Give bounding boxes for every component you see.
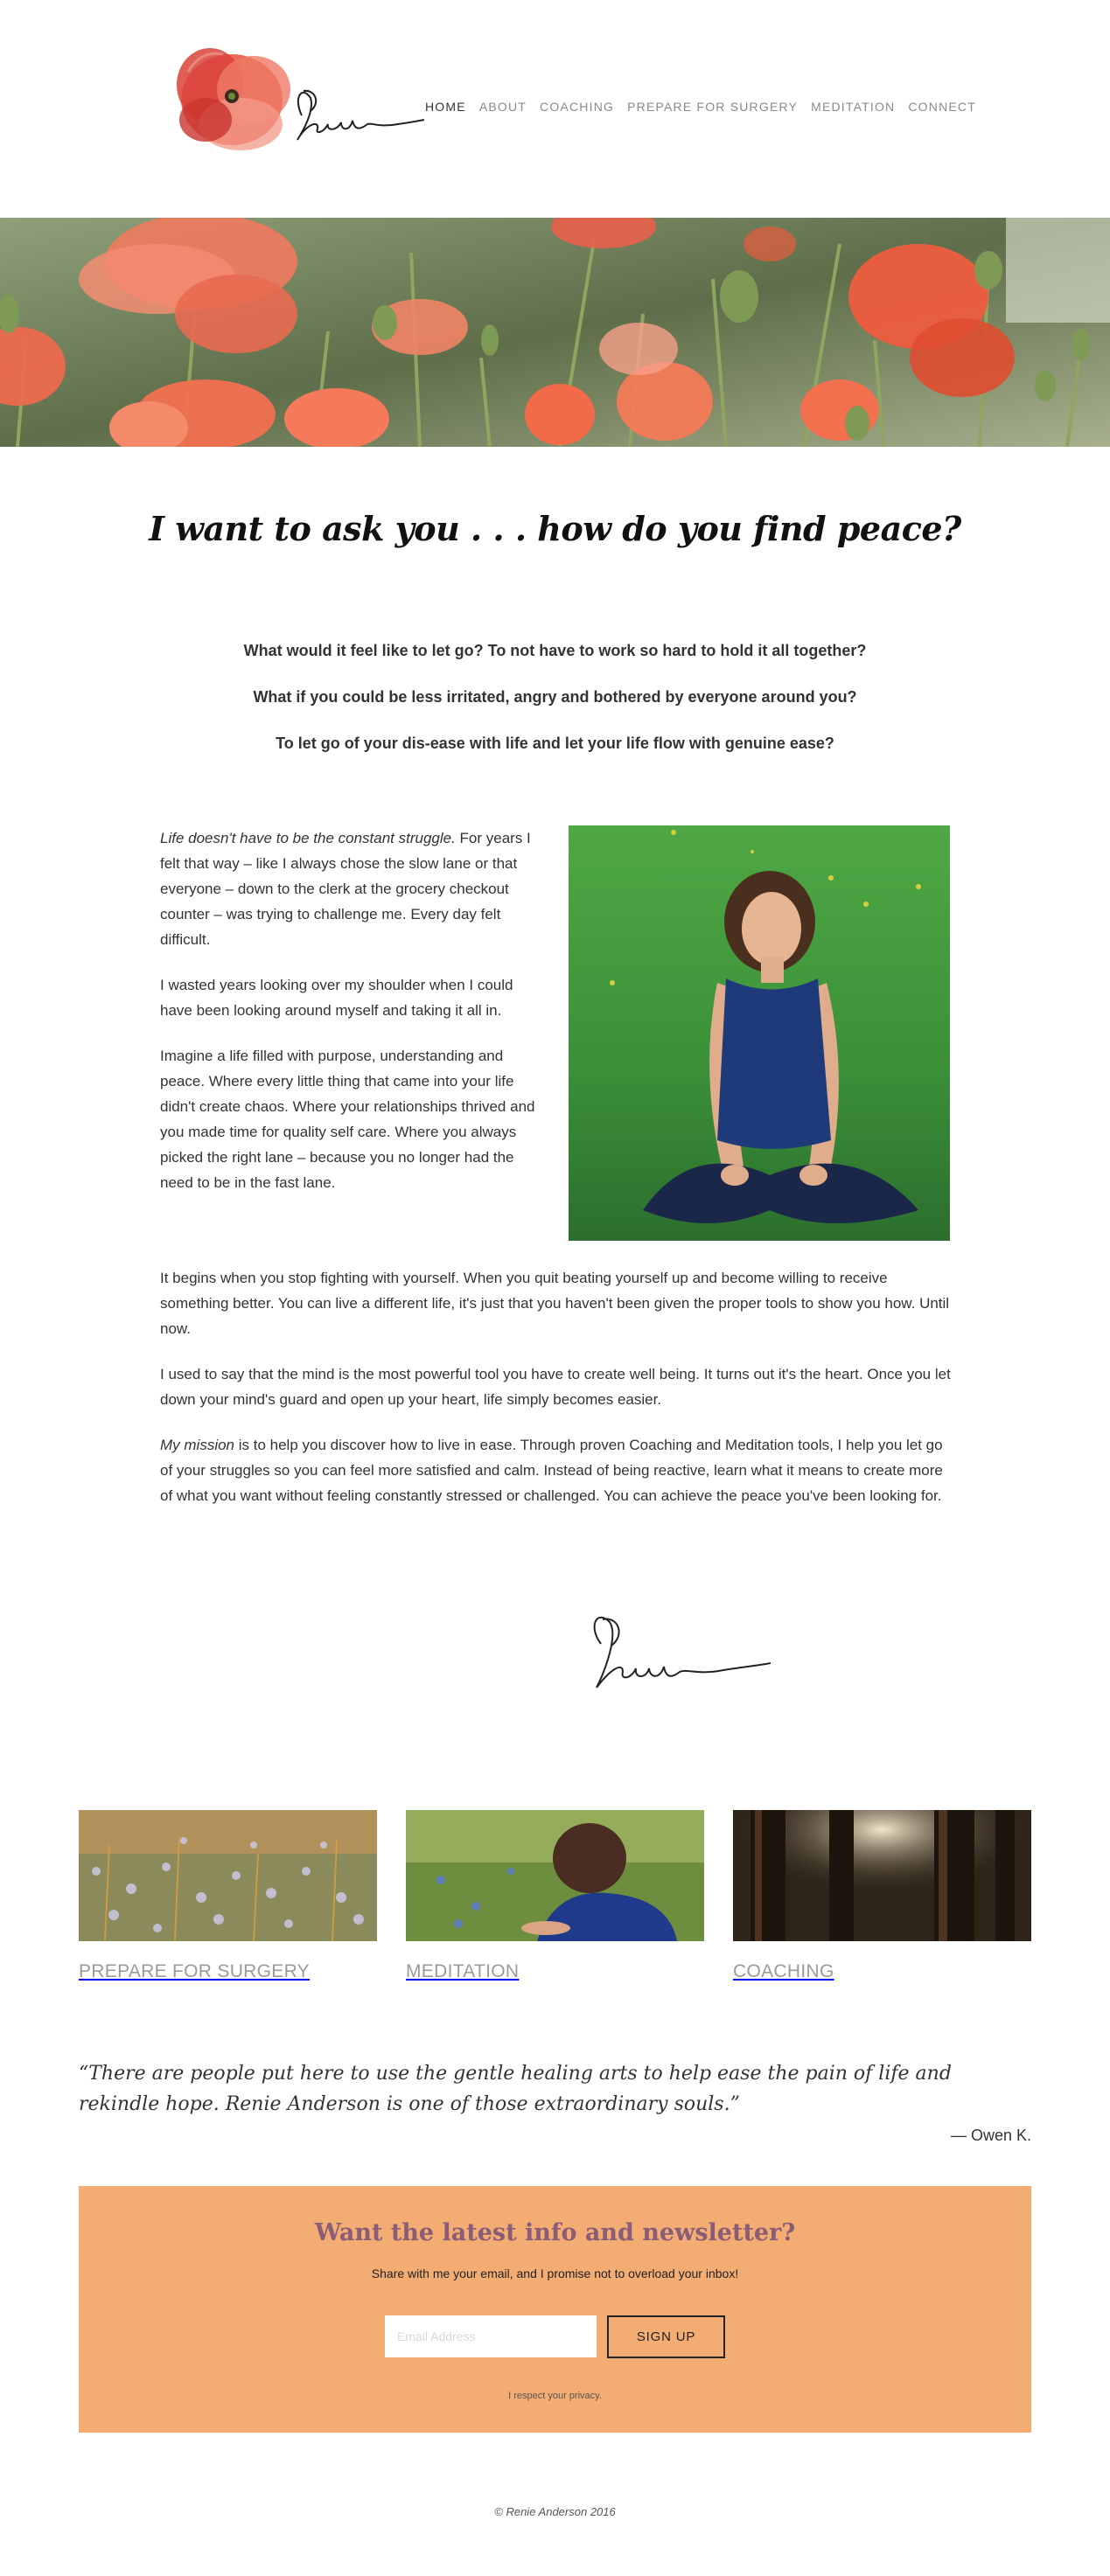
nav-meditation[interactable]: MEDITATION <box>811 100 896 114</box>
page-headline: I want to ask you . . . how do you find peace? <box>149 509 961 548</box>
poppy-flower-icon <box>177 48 290 150</box>
privacy-note: I respect your privacy. <box>508 2391 602 2401</box>
wildflower-field-image <box>79 1810 377 1941</box>
site-header <box>0 0 1110 219</box>
tile-prepare-for-surgery[interactable] <box>79 1810 377 1982</box>
tile-label-prepare-for-surgery[interactable]: PREPARE FOR SURGERY <box>79 1961 310 1981</box>
newsletter-title: Want the latest info and newsletter? <box>314 2219 796 2246</box>
tile-coaching[interactable] <box>733 1810 1031 1982</box>
tile-label-coaching[interactable]: COACHING <box>733 1961 834 1981</box>
intro-questions <box>157 641 953 780</box>
body-paragraph-5: I used to say that the mind is the most powerful tool you have to create well being. It turns out it's the heart. Once you let down your mind's guard and open up your heart, life simply becomes easier. <box>160 1366 951 1408</box>
tile-label-meditation[interactable]: MEDITATION <box>406 1961 520 1981</box>
feature-tiles <box>79 1810 1031 1994</box>
body-text-1: For years I felt that way – like I always chose the slow lane or that everyone – down to the clerk at the grocery checkout counter – was trying to challenge me. Every day felt difficult. <box>160 830 531 948</box>
body-paragraph-1 <box>160 825 542 952</box>
body-emphasis-1: Life doesn't have to be the constant struggle. <box>160 830 456 846</box>
signature-image <box>583 1609 771 1696</box>
intro-column <box>160 825 542 1215</box>
mission-section <box>160 1265 951 1528</box>
body-paragraph-2: I wasted years looking over my shoulder when I could have been looking around myself and taking it all in. <box>160 977 513 1019</box>
body-emphasis-6: My mission <box>160 1437 235 1453</box>
body-text-6: is to help you discover how to live in ease. Through proven Coaching and Meditation tools, I help you let go of your struggles so you can feel more satisfied and calm. Instead of being reactive, learn what it means to create more of what you want without feeling constantly stressed or challenged. You can achieve the peace you've been looking for. <box>160 1437 943 1504</box>
question-2: What if you could be less irritated, angry and bothered by everyone around you? <box>253 688 857 706</box>
body-paragraph-6 <box>160 1432 951 1508</box>
email-field[interactable] <box>385 2315 597 2357</box>
newsletter-subtitle: Share with me your email, and I promise not to overload your inbox! <box>371 2266 739 2280</box>
woman-in-garden-image <box>406 1810 704 1941</box>
poppy-field-banner <box>0 218 1110 447</box>
question-3: To let go of your dis-ease with life and let your life flow with genuine ease? <box>276 735 834 752</box>
body-paragraph-4: It begins when you stop fighting with yourself. When you quit beating yourself up and become willing to receive something better. You can live a different life, it's just that you haven't been given the proper tools to show you how. Until now. <box>160 1270 950 1337</box>
logo[interactable] <box>171 37 424 168</box>
testimonial-author: — Owen K. <box>950 2127 1031 2144</box>
signature-logo <box>297 91 424 140</box>
nav-connect[interactable]: CONNECT <box>908 100 976 114</box>
main-nav <box>425 100 989 114</box>
nav-about[interactable]: ABOUT <box>478 100 527 114</box>
nav-prepare-for-surgery[interactable]: PREPARE FOR SURGERY <box>627 100 799 114</box>
nav-home[interactable]: HOME <box>425 100 466 114</box>
newsletter-signup <box>79 2186 1031 2433</box>
forest-sunlight-image <box>733 1810 1031 1941</box>
question-1: What would it feel like to let go? To not have to work so hard to hold it all together? <box>243 642 867 659</box>
portrait-photo <box>569 825 950 1241</box>
testimonial-quote: “There are people put here to use the gentle healing arts to help ease the pain of life and rekindle hope. Renie Anderson is one of those extraordinary souls.” <box>79 2063 952 2115</box>
footer-copyright: © Renie Anderson 2016 <box>494 2505 616 2518</box>
tile-meditation[interactable] <box>406 1810 704 1982</box>
nav-coaching[interactable]: COACHING <box>540 100 615 114</box>
sign-up-button[interactable]: SIGN UP <box>607 2315 725 2358</box>
body-paragraph-3: Imagine a life filled with purpose, understanding and peace. Where every little thing that came into your life didn't create chaos. Where your relationships thrived and you made time for quality self care. Where you always picked the right lane – because you no longer had the need to be in the fast lane. <box>160 1048 535 1191</box>
